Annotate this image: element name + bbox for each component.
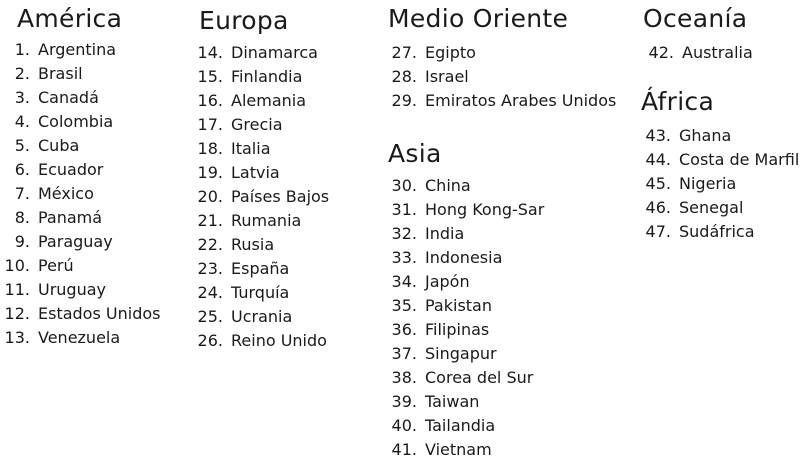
country-list-item bbox=[387, 342, 544, 366]
country-list-item bbox=[641, 220, 799, 244]
country-name: Australia bbox=[682, 43, 753, 62]
country-number: 43. bbox=[645, 126, 671, 145]
country-number: 7. bbox=[14, 184, 30, 203]
country-number: 47. bbox=[645, 222, 671, 241]
country-list-item bbox=[387, 41, 616, 65]
country-name: Rumania bbox=[231, 211, 302, 230]
heading-asia: Asia bbox=[388, 139, 442, 168]
heading-oceania: Oceanía bbox=[643, 4, 748, 33]
country-name: España bbox=[231, 259, 290, 278]
country-number: 31. bbox=[391, 200, 417, 219]
country-list-item bbox=[0, 134, 160, 158]
country-number: 10. bbox=[4, 256, 30, 275]
country-name: Senegal bbox=[679, 198, 744, 217]
country-number: 28. bbox=[391, 67, 417, 86]
country-name: Paraguay bbox=[38, 232, 113, 251]
country-list-item bbox=[387, 294, 544, 318]
country-list-item bbox=[0, 326, 160, 350]
country-number: 23. bbox=[197, 259, 223, 278]
country-name: Hong Kong-Sar bbox=[425, 200, 545, 219]
list-america bbox=[0, 38, 160, 350]
country-list-item bbox=[0, 206, 160, 230]
country-list-item bbox=[193, 65, 329, 89]
country-name: Japón bbox=[425, 272, 470, 291]
country-list-item bbox=[387, 246, 544, 270]
country-number: 1. bbox=[14, 40, 30, 59]
list-asia bbox=[387, 174, 544, 462]
country-name: Uruguay bbox=[38, 280, 106, 299]
country-number: 18. bbox=[197, 139, 223, 158]
country-list-item bbox=[387, 222, 544, 246]
country-name: Nigeria bbox=[679, 174, 737, 193]
country-number: 3. bbox=[14, 88, 30, 107]
country-number: 36. bbox=[391, 320, 417, 339]
country-list-item bbox=[641, 172, 799, 196]
country-name: India bbox=[425, 224, 465, 243]
country-name: Reino Unido bbox=[231, 331, 327, 350]
country-list-item bbox=[644, 41, 753, 65]
country-name: Israel bbox=[425, 67, 469, 86]
country-name: Países Bajos bbox=[231, 187, 330, 206]
country-name: Latvia bbox=[231, 163, 280, 182]
country-number: 22. bbox=[197, 235, 223, 254]
country-list-item bbox=[0, 278, 160, 302]
country-number: 24. bbox=[197, 283, 223, 302]
country-list-item bbox=[641, 196, 799, 220]
country-number: 35. bbox=[391, 296, 417, 315]
country-number: 4. bbox=[14, 112, 30, 131]
country-list-item bbox=[0, 38, 160, 62]
country-name: China bbox=[425, 176, 471, 195]
country-number: 42. bbox=[648, 43, 674, 62]
country-number: 19. bbox=[197, 163, 223, 182]
country-number: 15. bbox=[197, 67, 223, 86]
country-list-item bbox=[387, 198, 544, 222]
country-number: 12. bbox=[4, 304, 30, 323]
country-number: 2. bbox=[14, 64, 30, 83]
country-number: 44. bbox=[645, 150, 671, 169]
country-list-item bbox=[387, 366, 544, 390]
country-name: Rusia bbox=[231, 235, 275, 254]
country-number: 34. bbox=[391, 272, 417, 291]
country-list-item bbox=[641, 124, 799, 148]
country-number: 38. bbox=[391, 368, 417, 387]
country-number: 8. bbox=[14, 208, 30, 227]
country-number: 14. bbox=[197, 43, 223, 62]
country-number: 46. bbox=[645, 198, 671, 217]
country-list-item bbox=[193, 257, 329, 281]
heading-medio-oriente: Medio Oriente bbox=[388, 4, 569, 33]
country-list-item bbox=[193, 329, 329, 353]
country-number: 25. bbox=[197, 307, 223, 326]
country-list-item bbox=[387, 65, 616, 89]
country-number: 41. bbox=[391, 440, 417, 459]
country-number: 21. bbox=[197, 211, 223, 230]
country-name: Brasil bbox=[38, 64, 83, 83]
list-europa bbox=[193, 41, 329, 353]
country-list-item bbox=[0, 62, 160, 86]
country-list-item bbox=[193, 281, 329, 305]
country-number: 20. bbox=[197, 187, 223, 206]
country-number: 11. bbox=[4, 280, 30, 299]
country-name: Indonesia bbox=[425, 248, 503, 267]
country-list-item bbox=[0, 86, 160, 110]
country-name: Alemania bbox=[231, 91, 307, 110]
country-name: Dinamarca bbox=[231, 43, 318, 62]
country-list-item bbox=[193, 113, 329, 137]
country-name: Tailandia bbox=[425, 416, 496, 435]
country-number: 6. bbox=[14, 160, 30, 179]
country-number: 37. bbox=[391, 344, 417, 363]
country-name: Italia bbox=[231, 139, 271, 158]
list-medio-oriente bbox=[387, 41, 616, 113]
country-number: 40. bbox=[391, 416, 417, 435]
country-name: Corea del Sur bbox=[425, 368, 534, 387]
country-list-item bbox=[0, 110, 160, 134]
country-list-item bbox=[193, 161, 329, 185]
country-list-item bbox=[387, 89, 616, 113]
country-list-item bbox=[0, 254, 160, 278]
country-number: 17. bbox=[197, 115, 223, 134]
heading-europa: Europa bbox=[199, 6, 289, 35]
country-list-item bbox=[0, 182, 160, 206]
country-list-item bbox=[387, 174, 544, 198]
country-name: Canadá bbox=[38, 88, 99, 107]
country-name: Perú bbox=[38, 256, 74, 275]
country-list-item bbox=[0, 230, 160, 254]
country-name: Turquía bbox=[231, 283, 290, 302]
country-name: Ucrania bbox=[231, 307, 293, 326]
country-name: Cuba bbox=[38, 136, 80, 155]
country-number: 16. bbox=[197, 91, 223, 110]
country-list-item bbox=[387, 318, 544, 342]
country-name: México bbox=[38, 184, 94, 203]
country-list-item bbox=[193, 305, 329, 329]
country-list-item bbox=[641, 148, 799, 172]
country-name: Ecuador bbox=[38, 160, 104, 179]
country-list-item bbox=[193, 233, 329, 257]
country-name: Estados Unidos bbox=[38, 304, 161, 323]
country-list-item bbox=[193, 137, 329, 161]
list-oceania bbox=[644, 41, 753, 65]
country-list-item bbox=[0, 158, 160, 182]
country-name: Panamá bbox=[38, 208, 103, 227]
country-name: Finlandia bbox=[231, 67, 303, 86]
list-africa bbox=[641, 124, 799, 244]
country-list-item bbox=[193, 209, 329, 233]
country-number: 33. bbox=[391, 248, 417, 267]
country-name: Vietnam bbox=[425, 440, 492, 459]
country-number: 30. bbox=[391, 176, 417, 195]
country-list-item bbox=[193, 41, 329, 65]
country-list-item bbox=[387, 414, 544, 438]
country-name: Argentina bbox=[38, 40, 117, 59]
country-name: Egipto bbox=[425, 43, 476, 62]
country-name: Venezuela bbox=[38, 328, 121, 347]
country-name: Sudáfrica bbox=[679, 222, 755, 241]
country-number: 29. bbox=[391, 91, 417, 110]
country-list-item bbox=[193, 89, 329, 113]
country-list-item bbox=[193, 185, 329, 209]
country-name: Ghana bbox=[679, 126, 732, 145]
country-name: Emiratos Arabes Unidos bbox=[425, 91, 617, 110]
country-list-item bbox=[0, 302, 160, 326]
heading-america: América bbox=[17, 4, 123, 33]
country-number: 39. bbox=[391, 392, 417, 411]
country-number: 26. bbox=[197, 331, 223, 350]
country-name: Filipinas bbox=[425, 320, 490, 339]
country-number: 27. bbox=[391, 43, 417, 62]
heading-africa: África bbox=[641, 87, 715, 116]
country-name: Costa de Marfil bbox=[679, 150, 800, 169]
country-name: Pakistan bbox=[425, 296, 492, 315]
country-number: 45. bbox=[645, 174, 671, 193]
country-list-item bbox=[387, 438, 544, 462]
country-list-item bbox=[387, 390, 544, 414]
country-name: Taiwan bbox=[425, 392, 480, 411]
country-number: 9. bbox=[14, 232, 30, 251]
country-name: Grecia bbox=[231, 115, 283, 134]
country-number: 5. bbox=[14, 136, 30, 155]
country-number: 13. bbox=[4, 328, 30, 347]
country-number: 32. bbox=[391, 224, 417, 243]
country-name: Singapur bbox=[425, 344, 497, 363]
country-list-item bbox=[387, 270, 544, 294]
country-name: Colombia bbox=[38, 112, 114, 131]
